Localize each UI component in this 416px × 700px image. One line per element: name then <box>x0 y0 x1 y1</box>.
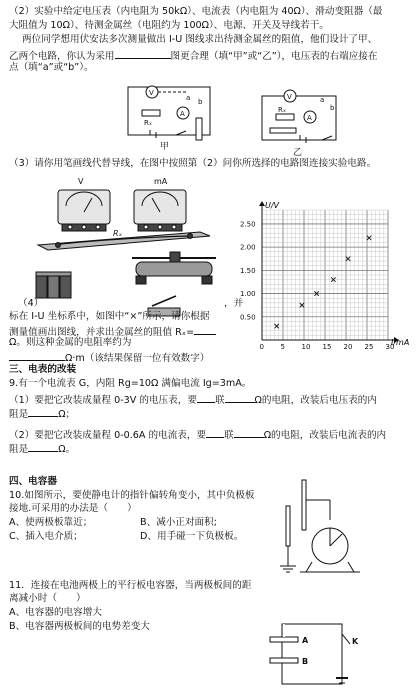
yi-A-label: A <box>307 114 312 122</box>
y-tick-label: 2.50 <box>240 220 256 229</box>
q9-2-c: Ω的电阻，改装后电流表的内 <box>263 430 387 441</box>
q9-1-d: 阻是 <box>9 409 29 420</box>
q10-option-b[interactable]: B、减小正对面积; <box>140 517 217 528</box>
x-axis-label: I/mA <box>391 338 410 347</box>
q10-option-d[interactable]: D、用手碰一下负极板。 <box>140 531 244 542</box>
x-tick-label: 10 <box>301 343 311 351</box>
q10-line2: 接地.可采用的办法是（ ） <box>9 503 137 514</box>
capacitor-plate-A <box>270 637 298 642</box>
q9-2-b: 联 <box>224 430 234 441</box>
p4-line1-a: （4） <box>18 298 44 309</box>
p4-line4: Ω。则这种金属的电阻率约为 <box>9 337 132 348</box>
p4-line3-text: 测量值画出图线，并求出金属丝的阻值 Rₓ= <box>9 327 195 338</box>
q9-1-c: Ω的电阻，改装后电压表的内 <box>254 395 377 406</box>
q11-option-b[interactable]: B、电容器两极板间的电势差变大 <box>9 621 150 632</box>
yi-a-label: a <box>320 96 325 104</box>
q9-1-b: 联 <box>214 395 225 406</box>
q9-1-a: （1）要把它改装成量程 0-3V 的电压表，要 <box>9 395 197 406</box>
q11-option-a[interactable]: A、电容器的电容增大 <box>9 607 102 618</box>
q9-2-a: （2）要把它改装成量程 0-0.6A 的电流表，要 <box>9 430 207 441</box>
wire-Rx-label: Rₓ <box>113 229 123 238</box>
p2-line5: 点（填“a”或“b”）。 <box>9 62 94 73</box>
cap-label-A: A <box>302 636 309 645</box>
switch-K-icon <box>342 634 350 644</box>
x-tick-label: 30 <box>385 343 395 351</box>
p2-line2: 大阻值为 10Ω）、待测金属丝（电阻约为 100Ω）、电源、开关及导线若干。 <box>9 20 329 31</box>
electroscope-diagram <box>280 480 360 572</box>
jia-A-label: A <box>180 110 185 118</box>
q9-2-d: 阻是 <box>9 444 29 455</box>
voltmeter-label: V <box>78 177 84 186</box>
jia-Rx-label: Rₓ <box>144 119 152 127</box>
x-tick-label: 5 <box>280 343 285 351</box>
jia-V-label: V <box>149 89 154 97</box>
q10-line1: 10.如图所示，要使静电计的指针偏转角变小，其中负极板 <box>9 490 255 501</box>
y-tick-label: 1.00 <box>240 290 256 299</box>
q11-line1: 11．连接在电池两极上的平行板电容器，当两极板间的距 <box>9 580 252 591</box>
x-tick-label: 20 <box>343 343 353 351</box>
q10-option-a[interactable]: A、使两极板靠近； <box>9 517 93 528</box>
p3-line: （3）请你用笔画线代替导线，在图中按照第（2）问你所选择的电路图连接实验电路。 <box>9 158 377 169</box>
y-tick-label: 2.00 <box>240 243 256 252</box>
section-4-title: 四、电容器 <box>9 476 57 487</box>
p4-line1-b: ，并 <box>224 298 244 309</box>
p2-line4-a: 乙两个电路，你认为采用 <box>9 51 115 62</box>
q10-option-c[interactable]: C、插入电介质； <box>9 531 83 542</box>
y-axis-label: U/V <box>265 201 280 210</box>
capacitor-plate-B <box>270 658 298 663</box>
p2-line1: （2）实验中给定电压表（内电阻为 50kΩ）、电流表（内电阻为 40Ω）、滑动变阻器（最 <box>9 6 383 17</box>
jia-caption: 甲 <box>160 142 170 152</box>
yi-V-label: V <box>287 93 292 101</box>
x-tick-label: 15 <box>322 343 332 351</box>
y-tick-label: 0.50 <box>240 313 256 322</box>
capacitor-circuit-diagram <box>270 624 350 684</box>
cap-label-K: K <box>352 637 359 646</box>
x-tick-label: 25 <box>364 343 374 351</box>
y-tick-label: 1.50 <box>240 266 256 275</box>
x-tick-label: 0 <box>259 343 264 351</box>
p4-line2: 标在 I-U 坐标系中，如图中“×”所示，请你根据 <box>9 311 210 322</box>
yi-Rx-label: Rₓ <box>278 106 286 114</box>
q9-1-e: Ω； <box>58 409 76 420</box>
cap-label-B: B <box>302 657 309 666</box>
p4-line5-text: Ω·m（该结果保留一位有效数字） <box>65 353 210 364</box>
jia-a-label: a <box>186 94 191 102</box>
milliammeter-label: mA <box>154 177 168 186</box>
yi-b-label: b <box>330 104 335 112</box>
q11-line2: 离减小时（ ） <box>9 593 86 604</box>
q9-2-e: Ω。 <box>58 444 76 455</box>
section-3-title: 三、电表的改装 <box>9 364 77 375</box>
p2-line3: 两位同学想用伏安法多次测量做出 I-U 图线求出待测金属丝的阻值，他们设计了甲、 <box>22 34 378 45</box>
q9-stem: 9.有一个电流表 G，内阻 Rg=10Ω 满偏电流 Ig=3mA。 <box>9 378 252 389</box>
jia-b-label: b <box>198 98 203 106</box>
yi-caption: 乙 <box>293 148 303 158</box>
p2-line4-b: 图更合理（填“甲”或“乙”），电压表的右端应接在 <box>170 51 378 62</box>
